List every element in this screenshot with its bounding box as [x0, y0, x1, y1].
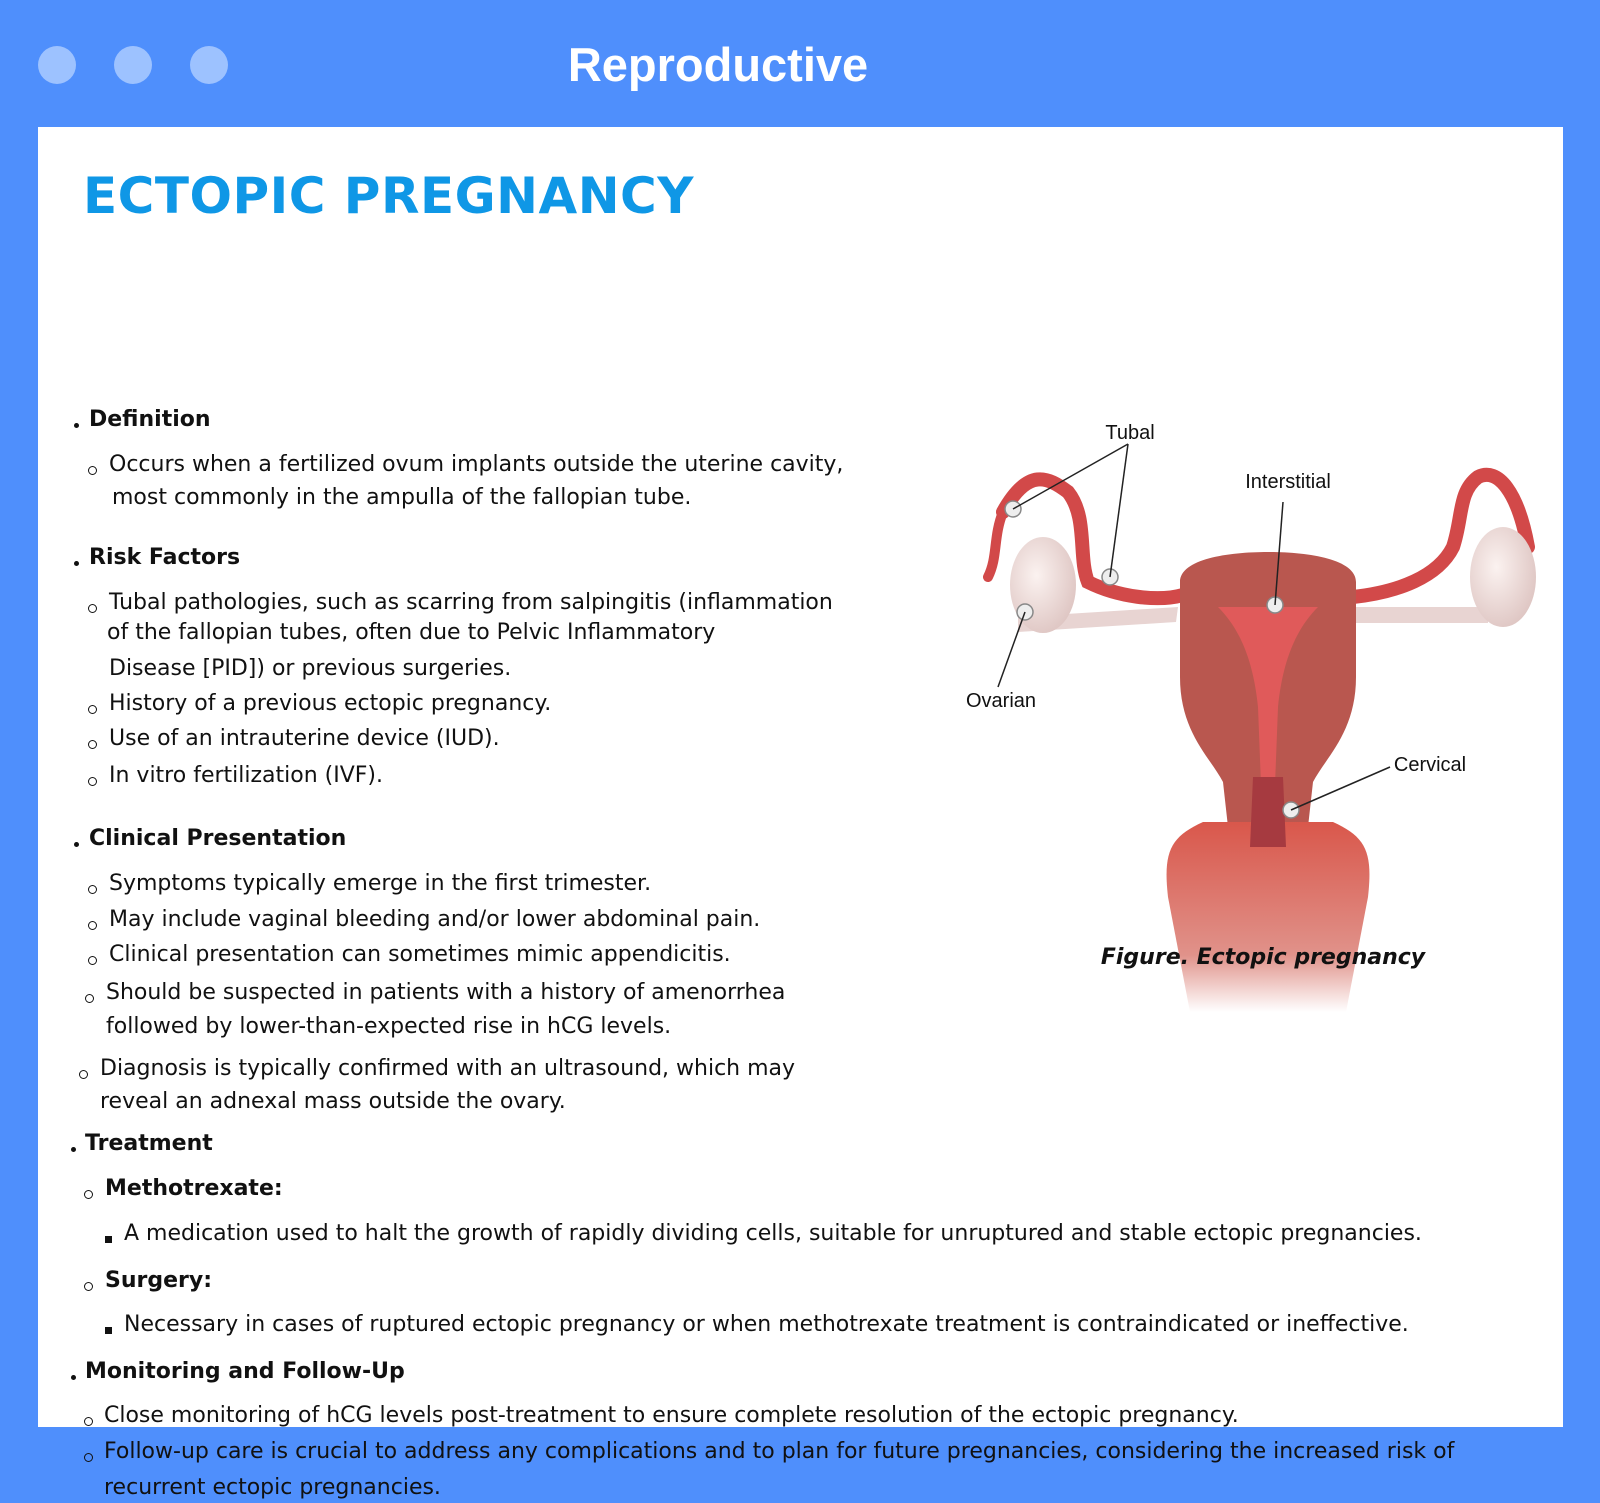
section-heading-definition: Definition — [89, 407, 211, 432]
page-title: ECTOPIC PREGNANCY — [83, 167, 694, 225]
right-ovarian-ligament — [1348, 607, 1488, 623]
figure-caption: Figure. Ectopic pregnancy — [1100, 945, 1426, 970]
window-title-bar — [0, 0, 1600, 127]
content-panel — [38, 127, 1563, 1500]
treatment-surgery-detail: Necessary in cases of ruptured ectopic pregnancy or when methotrexate treatment is contraindicated or ineffective. — [124, 1312, 1409, 1337]
anatomy-figure — [918, 277, 1558, 1037]
monitoring-line: Follow-up care is crucial to address any complications and to plan for future pregnancies, considering the increased risk of — [104, 1439, 1455, 1464]
clinical-line: Clinical presentation can sometimes mimic appendicitis. — [109, 942, 731, 967]
cervical-canal — [1250, 777, 1286, 847]
figure-label-interstitial: Interstitial — [1245, 471, 1331, 493]
figure-label-cervical: Cervical — [1393, 754, 1467, 776]
risk-factor-line: Use of an intrauterine device (IUD). — [109, 726, 500, 751]
section-heading-treatment: Treatment — [85, 1131, 213, 1156]
section-heading-risk-factors: Risk Factors — [89, 545, 241, 570]
section-heading-clinical-presentation: Clinical Presentation — [89, 826, 347, 851]
figure-label-tubal: Tubal — [1105, 422, 1155, 444]
window-title: Reproductive — [567, 38, 869, 91]
clinical-line: followed by lower-than-expected rise in hCG levels. — [106, 1014, 672, 1039]
figure-label-ovarian: Ovarian — [965, 690, 1037, 712]
left-fimbriae — [988, 512, 1003, 577]
definition-text-line: most commonly in the ampulla of the fallopian tube. — [112, 485, 692, 510]
right-ovary — [1470, 527, 1536, 627]
leader-line — [998, 612, 1025, 687]
monitoring-line: recurrent ectopic pregnancies. — [104, 1475, 441, 1500]
clinical-line: May include vaginal bleeding and/or lower abdominal pain. — [109, 907, 761, 932]
clinical-line: Symptoms typically emerge in the first trimester. — [109, 871, 652, 896]
risk-factor-line: Tubal pathologies, such as scarring from salpingitis (inflammation — [109, 590, 833, 615]
uterus-illustration — [918, 277, 1558, 1037]
section-heading-monitoring: Monitoring and Follow-Up — [85, 1359, 405, 1384]
risk-factor-line: In vitro fertilization (IVF). — [109, 763, 384, 788]
risk-factor-line: Disease [PID]) or previous surgeries. — [109, 656, 512, 681]
treatment-methotrexate-detail: A medication used to halt the growth of rapidly dividing cells, suitable for unruptured and stable ectopic pregnancies. — [124, 1221, 1422, 1246]
risk-factor-line: History of a previous ectopic pregnancy. — [109, 691, 552, 716]
treatment-surgery-label: Surgery: — [105, 1268, 213, 1293]
clinical-line: Should be suspected in patients with a history of amenorrhea — [106, 980, 786, 1005]
vagina — [1167, 822, 1370, 1012]
leader-line — [1110, 444, 1128, 577]
clinical-line: reveal an adnexal mass outside the ovary. — [100, 1089, 566, 1114]
definition-text-line: Occurs when a fertilized ovum implants outside the uterine cavity, — [109, 452, 844, 477]
risk-factor-line: of the fallopian tubes, often due to Pelvic Inflammatory — [107, 620, 716, 645]
treatment-methotrexate-label: Methotrexate: — [105, 1176, 283, 1201]
clinical-line: Diagnosis is typically confirmed with an ultrasound, which may — [100, 1056, 796, 1081]
monitoring-line: Close monitoring of hCG levels post-treatment to ensure complete resolution of the ectopic pregnancy. — [104, 1403, 1239, 1428]
